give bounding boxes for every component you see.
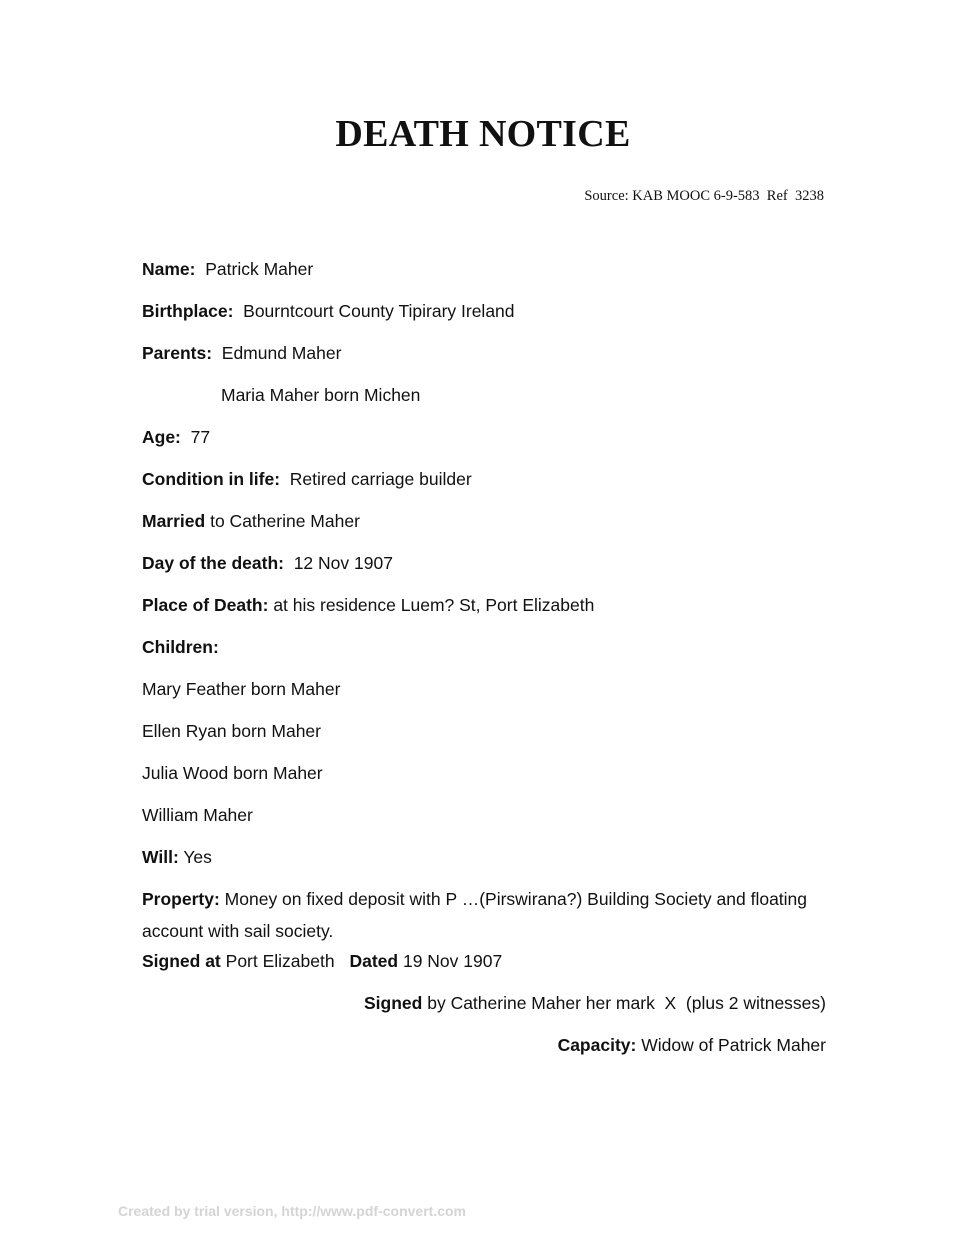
condition-value: Retired carriage builder (289, 469, 472, 489)
child-name: Ellen Ryan born Maher (142, 721, 321, 741)
signed-at-row (142, 949, 826, 991)
signed-at-label: Signed at (142, 951, 221, 971)
married-row (142, 509, 826, 551)
capacity-value: Widow of Patrick Maher (641, 1035, 826, 1055)
mother-row (142, 383, 826, 425)
place-of-death-value: at his residence Luem? St, Port Elizabeth (273, 595, 595, 615)
child-item (142, 719, 826, 761)
children-label: Children: (142, 637, 219, 657)
parents-row (142, 341, 826, 383)
birthplace-row (142, 299, 826, 341)
parents-label: Parents: (142, 343, 213, 363)
capacity-row (142, 1033, 826, 1075)
child-item (142, 761, 826, 803)
mother-value: Maria Maher born Michen (221, 385, 421, 405)
place-of-death-row (142, 593, 826, 635)
signed-by-label: Signed (364, 993, 423, 1013)
name-row (142, 257, 826, 299)
birthplace-label: Birthplace: (142, 301, 234, 321)
name-label: Name: (142, 259, 196, 279)
age-label: Age: (142, 427, 181, 447)
age-row (142, 425, 826, 467)
name-value: Patrick Maher (205, 259, 314, 279)
trial-watermark: Created by trial version, http://www.pdf-convert.com (118, 1203, 466, 1219)
married-value: to Catherine Maher (210, 511, 360, 531)
notice-body (142, 257, 826, 1075)
day-of-death-row (142, 551, 826, 593)
will-value: Yes (183, 847, 212, 867)
child-item (142, 803, 826, 845)
married-label: Married (142, 511, 206, 531)
signed-at-value: Port Elizabeth (225, 951, 335, 971)
source-reference: Source: KAB MOOC 6-9-583 Ref 3238 (584, 188, 824, 204)
children-heading-row (142, 635, 826, 677)
dated-label: Dated (349, 951, 399, 971)
property-value: Money on fixed deposit with P …(Pirswirana?) Building Society and floating account with sail society. (142, 889, 808, 941)
child-name: William Maher (142, 805, 253, 825)
father-value: Edmund Maher (221, 343, 342, 363)
age-value: 77 (190, 427, 211, 447)
condition-row (142, 467, 826, 509)
property-row (142, 883, 826, 947)
birthplace-value: Bourntcourt County Tipirary Ireland (243, 301, 515, 321)
property-label: Property: (142, 889, 220, 909)
child-name: Julia Wood born Maher (142, 763, 323, 783)
child-item (142, 677, 826, 719)
capacity-label: Capacity: (557, 1035, 637, 1055)
day-of-death-value: 12 Nov 1907 (293, 553, 393, 573)
day-of-death-label: Day of the death: (142, 553, 284, 573)
dated-value: 19 Nov 1907 (402, 951, 503, 971)
signed-by-value: by Catherine Maher her mark X (plus 2 witnesses) (427, 993, 826, 1013)
will-row (142, 845, 826, 887)
will-label: Will: (142, 847, 179, 867)
condition-label: Condition in life: (142, 469, 281, 489)
document-title: DEATH NOTICE (335, 113, 631, 155)
child-name: Mary Feather born Maher (142, 679, 341, 699)
signed-by-row (142, 991, 826, 1033)
place-of-death-label: Place of Death: (142, 595, 269, 615)
